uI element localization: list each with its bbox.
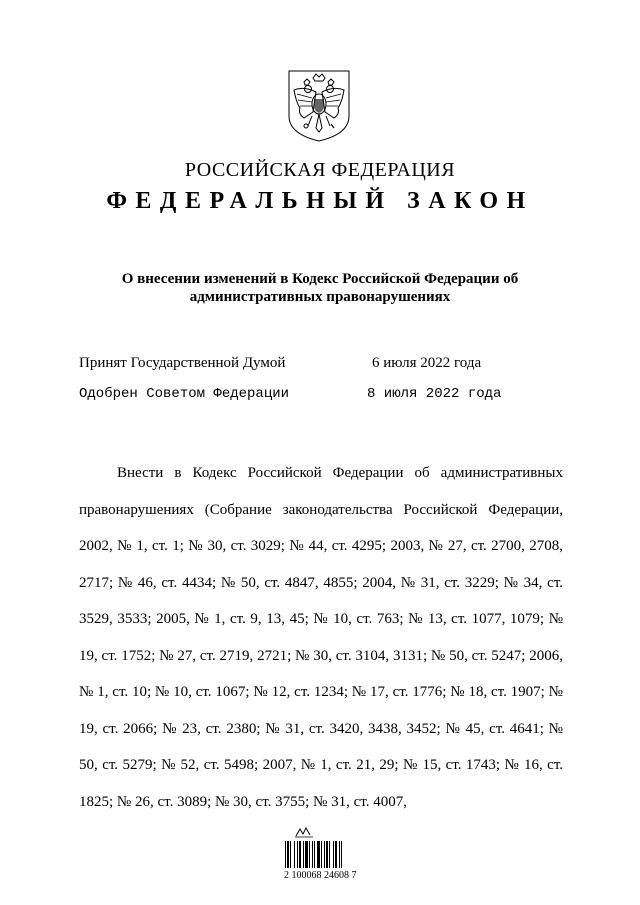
duma-adoption-date: 6 июля 2022 года (372, 355, 482, 371)
barcode-icon (284, 841, 368, 868)
council-approval-date: 8 июля 2022 года (367, 386, 502, 402)
body-paragraph: Внести в Кодекс Российской Федерации об административных правонарушениях (Собрание законодательства Российской Федерации, 2002, № 1, ст. 1; № 30, ст. 3029; № 44, ст. 4295; 2003, № 27, ст. 2700, 2708, 2717; № 46, ст. 4434; № 50, ст. 4847, 4855; 2004, № 31, ст. 3229; № 34, ст. 3529, 3533; 2005, № 1, ст. 9, 13, 45; № 10, ст. 763; № 13, ст. 1077, 1079; № 19, ст. 1752; № 27, ст. 2719, 2721; № 30, ст. 3104, 3131; № 50, ст. 5247; 2006, № 1, ст. 10; № 10, ст. 1067; № 12, ст. 1234; № 17, ст. 1776; № 18, ст. 1907; № 19, ст. 2066; № 23, ст. 2380; № 31, ст. 3420, 3438, 3452; № 45, ст. 4641; № 50, ст. 5279; № 52, ст. 5498; 2007, № 1, ст. 21, 29; № 15, ст. 1743; № 16, ст. 1825; № 26, ст. 3089; № 30, ст. 3755; № 31, ст. 4007, (79, 465, 563, 810)
law-title-line-2: административных правонарушениях (189, 289, 451, 305)
country-heading: РОССИЙСКАЯ ФЕДЕРАЦИЯ (184, 159, 456, 181)
barcode-number: 2 100068 24608 7 (284, 870, 357, 881)
law-title (90, 270, 550, 306)
barcode-mark-icon (294, 826, 314, 838)
law-title-line-1: О внесении изменений в Кодекс Российской Федерации об (121, 271, 519, 287)
russian-coat-of-arms-icon (286, 68, 352, 144)
document-type-heading: ФЕДЕРАЛЬНЫЙ ЗАКОН (106, 188, 534, 214)
council-approval-label: Одобрен Советом Федерации (79, 386, 290, 402)
duma-adoption-label: Принят Государственной Думой (79, 355, 286, 371)
